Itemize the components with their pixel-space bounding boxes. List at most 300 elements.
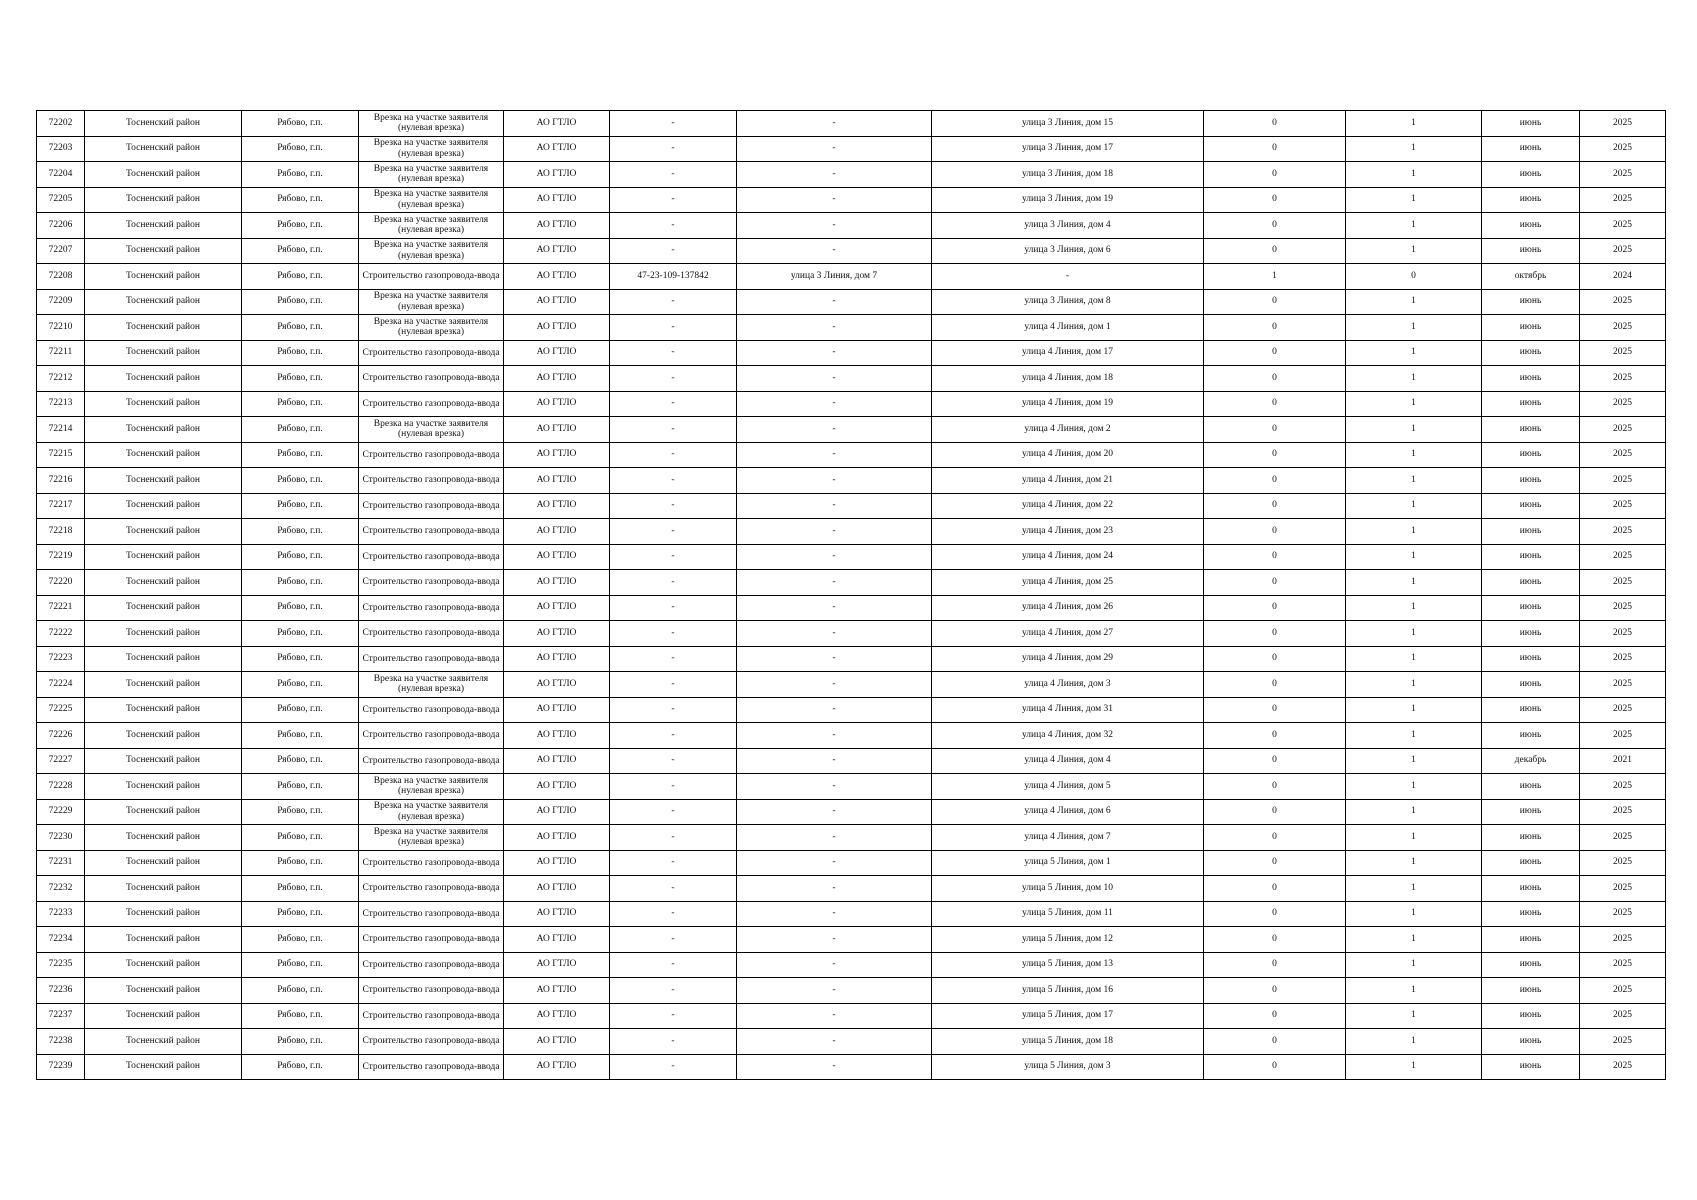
object-address-cell: - <box>737 468 932 494</box>
table-body <box>37 111 1666 1080</box>
settlement-cell: Рябово, г.п. <box>242 1029 359 1055</box>
month-cell: июнь <box>1482 901 1580 927</box>
district-cell: Тосненский район <box>85 774 242 800</box>
organization-cell: АО ГТЛО <box>504 1029 610 1055</box>
row-id-cell: 72208 <box>37 264 85 290</box>
organization-cell: АО ГТЛО <box>504 876 610 902</box>
row-id-cell: 72202 <box>37 111 85 137</box>
table-row <box>37 162 1666 188</box>
district-cell: Тосненский район <box>85 238 242 264</box>
cadastral-number-cell: - <box>610 417 737 443</box>
organization-cell: АО ГТЛО <box>504 442 610 468</box>
organization-cell: АО ГТЛО <box>504 927 610 953</box>
table-row <box>37 519 1666 545</box>
count-b-cell: 1 <box>1346 366 1482 392</box>
month-cell: июнь <box>1482 111 1580 137</box>
work-type-cell: Врезка на участке заявителя (нулевая врезка) <box>359 187 504 213</box>
count-a-cell: 0 <box>1204 136 1346 162</box>
count-b-cell: 1 <box>1346 519 1482 545</box>
address-cell: улица 3 Линия, дом 19 <box>932 187 1204 213</box>
month-cell: декабрь <box>1482 748 1580 774</box>
settlement-cell: Рябово, г.п. <box>242 901 359 927</box>
month-cell: июнь <box>1482 595 1580 621</box>
district-cell: Тосненский район <box>85 391 242 417</box>
cadastral-number-cell: - <box>610 621 737 647</box>
organization-cell: АО ГТЛО <box>504 187 610 213</box>
month-cell: июнь <box>1482 442 1580 468</box>
count-a-cell: 0 <box>1204 493 1346 519</box>
month-cell: июнь <box>1482 340 1580 366</box>
object-address-cell: - <box>737 748 932 774</box>
district-cell: Тосненский район <box>85 1003 242 1029</box>
table-row <box>37 927 1666 953</box>
settlement-cell: Рябово, г.п. <box>242 442 359 468</box>
row-id-cell: 72224 <box>37 672 85 698</box>
count-a-cell: 0 <box>1204 289 1346 315</box>
organization-cell: АО ГТЛО <box>504 901 610 927</box>
year-cell: 2025 <box>1580 850 1666 876</box>
month-cell: июнь <box>1482 519 1580 545</box>
organization-cell: АО ГТЛО <box>504 417 610 443</box>
cadastral-number-cell: - <box>610 799 737 825</box>
month-cell: июнь <box>1482 187 1580 213</box>
settlement-cell: Рябово, г.п. <box>242 315 359 341</box>
table-row <box>37 697 1666 723</box>
table-row <box>37 340 1666 366</box>
count-b-cell: 1 <box>1346 315 1482 341</box>
work-type-cell: Врезка на участке заявителя (нулевая врезка) <box>359 162 504 188</box>
settlement-cell: Рябово, г.п. <box>242 544 359 570</box>
count-a-cell: 0 <box>1204 927 1346 953</box>
organization-cell: АО ГТЛО <box>504 799 610 825</box>
cadastral-number-cell: - <box>610 315 737 341</box>
count-a-cell: 0 <box>1204 978 1346 1004</box>
year-cell: 2025 <box>1580 723 1666 749</box>
count-a-cell: 0 <box>1204 213 1346 239</box>
district-cell: Тосненский район <box>85 952 242 978</box>
object-address-cell: - <box>737 850 932 876</box>
address-cell: улица 4 Линия, дом 27 <box>932 621 1204 647</box>
settlement-cell: Рябово, г.п. <box>242 748 359 774</box>
address-cell: улица 5 Линия, дом 3 <box>932 1054 1204 1080</box>
year-cell: 2024 <box>1580 264 1666 290</box>
row-id-cell: 72211 <box>37 340 85 366</box>
address-cell: улица 4 Линия, дом 26 <box>932 595 1204 621</box>
district-cell: Тосненский район <box>85 187 242 213</box>
work-type-cell: Строительство газопровода-ввода <box>359 646 504 672</box>
year-cell: 2025 <box>1580 952 1666 978</box>
organization-cell: АО ГТЛО <box>504 111 610 137</box>
year-cell: 2025 <box>1580 1029 1666 1055</box>
district-cell: Тосненский район <box>85 340 242 366</box>
row-id-cell: 72205 <box>37 187 85 213</box>
object-address-cell: - <box>737 952 932 978</box>
count-b-cell: 1 <box>1346 1029 1482 1055</box>
object-address-cell: - <box>737 570 932 596</box>
work-type-cell: Врезка на участке заявителя (нулевая врезка) <box>359 111 504 137</box>
settlement-cell: Рябово, г.п. <box>242 672 359 698</box>
work-type-cell: Строительство газопровода-ввода <box>359 366 504 392</box>
row-id-cell: 72227 <box>37 748 85 774</box>
count-a-cell: 0 <box>1204 417 1346 443</box>
address-cell: улица 5 Линия, дом 11 <box>932 901 1204 927</box>
table-row <box>37 366 1666 392</box>
count-a-cell: 0 <box>1204 876 1346 902</box>
address-cell: улица 4 Линия, дом 32 <box>932 723 1204 749</box>
table-row <box>37 1003 1666 1029</box>
object-address-cell: - <box>737 646 932 672</box>
table-row <box>37 774 1666 800</box>
settlement-cell: Рябово, г.п. <box>242 468 359 494</box>
cadastral-number-cell: - <box>610 187 737 213</box>
month-cell: июнь <box>1482 544 1580 570</box>
object-address-cell: - <box>737 799 932 825</box>
work-type-cell: Строительство газопровода-ввода <box>359 748 504 774</box>
month-cell: июнь <box>1482 366 1580 392</box>
work-type-cell: Строительство газопровода-ввода <box>359 901 504 927</box>
row-id-cell: 72204 <box>37 162 85 188</box>
address-cell: улица 4 Линия, дом 1 <box>932 315 1204 341</box>
cadastral-number-cell: - <box>610 213 737 239</box>
month-cell: июнь <box>1482 1054 1580 1080</box>
year-cell: 2025 <box>1580 646 1666 672</box>
address-cell: улица 5 Линия, дом 12 <box>932 927 1204 953</box>
cadastral-number-cell: - <box>610 468 737 494</box>
settlement-cell: Рябово, г.п. <box>242 289 359 315</box>
row-id-cell: 72229 <box>37 799 85 825</box>
count-b-cell: 1 <box>1346 417 1482 443</box>
count-b-cell: 1 <box>1346 468 1482 494</box>
table-row <box>37 672 1666 698</box>
address-cell: улица 5 Линия, дом 16 <box>932 978 1204 1004</box>
table-row <box>37 213 1666 239</box>
count-a-cell: 0 <box>1204 1054 1346 1080</box>
district-cell: Тосненский район <box>85 1054 242 1080</box>
organization-cell: АО ГТЛО <box>504 825 610 851</box>
organization-cell: АО ГТЛО <box>504 850 610 876</box>
count-b-cell: 1 <box>1346 799 1482 825</box>
count-a-cell: 0 <box>1204 238 1346 264</box>
table-row <box>37 799 1666 825</box>
cadastral-number-cell: - <box>610 952 737 978</box>
month-cell: июнь <box>1482 289 1580 315</box>
count-a-cell: 0 <box>1204 850 1346 876</box>
row-id-cell: 72215 <box>37 442 85 468</box>
address-cell: улица 4 Линия, дом 3 <box>932 672 1204 698</box>
work-type-cell: Строительство газопровода-ввода <box>359 952 504 978</box>
month-cell: июнь <box>1482 213 1580 239</box>
count-b-cell: 1 <box>1346 289 1482 315</box>
object-address-cell: - <box>737 238 932 264</box>
year-cell: 2025 <box>1580 774 1666 800</box>
district-cell: Тосненский район <box>85 366 242 392</box>
month-cell: июнь <box>1482 1003 1580 1029</box>
settlement-cell: Рябово, г.п. <box>242 850 359 876</box>
object-address-cell: - <box>737 876 932 902</box>
count-b-cell: 1 <box>1346 1003 1482 1029</box>
settlement-cell: Рябово, г.п. <box>242 111 359 137</box>
count-b-cell: 1 <box>1346 570 1482 596</box>
table-row <box>37 825 1666 851</box>
object-address-cell: - <box>737 672 932 698</box>
work-type-cell: Строительство газопровода-ввода <box>359 1003 504 1029</box>
object-address-cell: - <box>737 595 932 621</box>
table-row <box>37 952 1666 978</box>
month-cell: июнь <box>1482 136 1580 162</box>
count-a-cell: 0 <box>1204 799 1346 825</box>
year-cell: 2025 <box>1580 238 1666 264</box>
row-id-cell: 72225 <box>37 697 85 723</box>
row-id-cell: 72230 <box>37 825 85 851</box>
organization-cell: АО ГТЛО <box>504 978 610 1004</box>
object-address-cell: - <box>737 901 932 927</box>
row-id-cell: 72223 <box>37 646 85 672</box>
object-address-cell: - <box>737 111 932 137</box>
settlement-cell: Рябово, г.п. <box>242 417 359 443</box>
settlement-cell: Рябово, г.п. <box>242 264 359 290</box>
month-cell: июнь <box>1482 621 1580 647</box>
district-cell: Тосненский район <box>85 544 242 570</box>
row-id-cell: 72212 <box>37 366 85 392</box>
count-a-cell: 0 <box>1204 340 1346 366</box>
work-type-cell: Строительство газопровода-ввода <box>359 927 504 953</box>
count-b-cell: 1 <box>1346 111 1482 137</box>
organization-cell: АО ГТЛО <box>504 672 610 698</box>
organization-cell: АО ГТЛО <box>504 723 610 749</box>
count-a-cell: 0 <box>1204 774 1346 800</box>
month-cell: июнь <box>1482 697 1580 723</box>
cadastral-number-cell: - <box>610 672 737 698</box>
year-cell: 2025 <box>1580 876 1666 902</box>
cadastral-number-cell: - <box>610 519 737 545</box>
year-cell: 2025 <box>1580 213 1666 239</box>
year-cell: 2025 <box>1580 799 1666 825</box>
organization-cell: АО ГТЛО <box>504 952 610 978</box>
address-cell: улица 4 Линия, дом 20 <box>932 442 1204 468</box>
count-a-cell: 0 <box>1204 901 1346 927</box>
settlement-cell: Рябово, г.п. <box>242 774 359 800</box>
count-a-cell: 0 <box>1204 697 1346 723</box>
count-b-cell: 1 <box>1346 238 1482 264</box>
object-address-cell: - <box>737 519 932 545</box>
district-cell: Тосненский район <box>85 799 242 825</box>
address-cell: улица 4 Линия, дом 5 <box>932 774 1204 800</box>
year-cell: 2025 <box>1580 315 1666 341</box>
organization-cell: АО ГТЛО <box>504 697 610 723</box>
count-a-cell: 0 <box>1204 391 1346 417</box>
organization-cell: АО ГТЛО <box>504 238 610 264</box>
cadastral-number-cell: - <box>610 850 737 876</box>
month-cell: июнь <box>1482 391 1580 417</box>
work-type-cell: Строительство газопровода-ввода <box>359 493 504 519</box>
count-a-cell: 0 <box>1204 723 1346 749</box>
row-id-cell: 72239 <box>37 1054 85 1080</box>
cadastral-number-cell: - <box>610 570 737 596</box>
month-cell: июнь <box>1482 493 1580 519</box>
settlement-cell: Рябово, г.п. <box>242 391 359 417</box>
month-cell: июнь <box>1482 315 1580 341</box>
count-a-cell: 0 <box>1204 366 1346 392</box>
row-id-cell: 72218 <box>37 519 85 545</box>
table-row <box>37 646 1666 672</box>
year-cell: 2025 <box>1580 1003 1666 1029</box>
count-b-cell: 1 <box>1346 723 1482 749</box>
settlement-cell: Рябово, г.п. <box>242 646 359 672</box>
count-a-cell: 0 <box>1204 111 1346 137</box>
month-cell: июнь <box>1482 672 1580 698</box>
year-cell: 2025 <box>1580 672 1666 698</box>
table-row <box>37 417 1666 443</box>
count-a-cell: 0 <box>1204 544 1346 570</box>
count-b-cell: 1 <box>1346 136 1482 162</box>
count-b-cell: 1 <box>1346 978 1482 1004</box>
month-cell: июнь <box>1482 850 1580 876</box>
district-cell: Тосненский район <box>85 213 242 239</box>
settlement-cell: Рябово, г.п. <box>242 952 359 978</box>
district-cell: Тосненский район <box>85 978 242 1004</box>
district-cell: Тосненский район <box>85 417 242 443</box>
year-cell: 2025 <box>1580 111 1666 137</box>
object-address-cell: - <box>737 1003 932 1029</box>
table-row <box>37 723 1666 749</box>
object-address-cell: - <box>737 493 932 519</box>
object-address-cell: - <box>737 289 932 315</box>
cadastral-number-cell: - <box>610 162 737 188</box>
year-cell: 2025 <box>1580 544 1666 570</box>
year-cell: 2025 <box>1580 519 1666 545</box>
work-type-cell: Врезка на участке заявителя (нулевая врезка) <box>359 289 504 315</box>
row-id-cell: 72231 <box>37 850 85 876</box>
organization-cell: АО ГТЛО <box>504 468 610 494</box>
cadastral-number-cell: - <box>610 289 737 315</box>
count-a-cell: 0 <box>1204 315 1346 341</box>
object-address-cell: - <box>737 825 932 851</box>
count-b-cell: 0 <box>1346 264 1482 290</box>
object-address-cell: - <box>737 1054 932 1080</box>
organization-cell: АО ГТЛО <box>504 774 610 800</box>
cadastral-number-cell: - <box>610 978 737 1004</box>
settlement-cell: Рябово, г.п. <box>242 519 359 545</box>
row-id-cell: 72206 <box>37 213 85 239</box>
year-cell: 2025 <box>1580 417 1666 443</box>
cadastral-number-cell: - <box>610 774 737 800</box>
address-cell: улица 4 Линия, дом 24 <box>932 544 1204 570</box>
object-address-cell: - <box>737 213 932 239</box>
row-id-cell: 72238 <box>37 1029 85 1055</box>
address-cell: улица 4 Линия, дом 23 <box>932 519 1204 545</box>
table-row <box>37 850 1666 876</box>
settlement-cell: Рябово, г.п. <box>242 825 359 851</box>
table-row <box>37 876 1666 902</box>
count-b-cell: 1 <box>1346 213 1482 239</box>
row-id-cell: 72214 <box>37 417 85 443</box>
work-type-cell: Врезка на участке заявителя (нулевая врезка) <box>359 238 504 264</box>
table-row <box>37 289 1666 315</box>
month-cell: июнь <box>1482 952 1580 978</box>
table-row <box>37 187 1666 213</box>
count-a-cell: 0 <box>1204 748 1346 774</box>
month-cell: июнь <box>1482 799 1580 825</box>
object-address-cell: - <box>737 774 932 800</box>
year-cell: 2025 <box>1580 340 1666 366</box>
month-cell: июнь <box>1482 978 1580 1004</box>
row-id-cell: 72236 <box>37 978 85 1004</box>
count-a-cell: 0 <box>1204 621 1346 647</box>
row-id-cell: 72209 <box>37 289 85 315</box>
work-type-cell: Строительство газопровода-ввода <box>359 697 504 723</box>
count-a-cell: 0 <box>1204 1029 1346 1055</box>
row-id-cell: 72219 <box>37 544 85 570</box>
address-cell: улица 4 Линия, дом 4 <box>932 748 1204 774</box>
count-a-cell: 0 <box>1204 952 1346 978</box>
row-id-cell: 72222 <box>37 621 85 647</box>
address-cell: улица 4 Линия, дом 17 <box>932 340 1204 366</box>
work-type-cell: Строительство газопровода-ввода <box>359 723 504 749</box>
table-row <box>37 595 1666 621</box>
district-cell: Тосненский район <box>85 595 242 621</box>
object-address-cell: - <box>737 442 932 468</box>
row-id-cell: 72210 <box>37 315 85 341</box>
year-cell: 2025 <box>1580 595 1666 621</box>
district-cell: Тосненский район <box>85 876 242 902</box>
cadastral-number-cell: - <box>610 1029 737 1055</box>
district-cell: Тосненский район <box>85 570 242 596</box>
row-id-cell: 72213 <box>37 391 85 417</box>
settlement-cell: Рябово, г.п. <box>242 1054 359 1080</box>
address-cell: улица 4 Линия, дом 31 <box>932 697 1204 723</box>
address-cell: улица 4 Линия, дом 25 <box>932 570 1204 596</box>
organization-cell: АО ГТЛО <box>504 1054 610 1080</box>
work-type-cell: Строительство газопровода-ввода <box>359 570 504 596</box>
object-address-cell: - <box>737 697 932 723</box>
year-cell: 2021 <box>1580 748 1666 774</box>
address-cell: улица 4 Линия, дом 21 <box>932 468 1204 494</box>
count-a-cell: 0 <box>1204 646 1346 672</box>
object-address-cell: улица 3 Линия, дом 7 <box>737 264 932 290</box>
count-a-cell: 0 <box>1204 162 1346 188</box>
work-type-cell: Врезка на участке заявителя (нулевая врезка) <box>359 799 504 825</box>
table-row <box>37 1054 1666 1080</box>
year-cell: 2025 <box>1580 289 1666 315</box>
cadastral-number-cell: - <box>610 136 737 162</box>
month-cell: июнь <box>1482 468 1580 494</box>
object-address-cell: - <box>737 544 932 570</box>
table-row <box>37 901 1666 927</box>
table-row <box>37 111 1666 137</box>
row-id-cell: 72233 <box>37 901 85 927</box>
settlement-cell: Рябово, г.п. <box>242 238 359 264</box>
row-id-cell: 72237 <box>37 1003 85 1029</box>
organization-cell: АО ГТЛО <box>504 646 610 672</box>
settlement-cell: Рябово, г.п. <box>242 570 359 596</box>
month-cell: июнь <box>1482 723 1580 749</box>
object-address-cell: - <box>737 417 932 443</box>
organization-cell: АО ГТЛО <box>504 493 610 519</box>
cadastral-number-cell: - <box>610 748 737 774</box>
count-a-cell: 0 <box>1204 825 1346 851</box>
district-cell: Тосненский район <box>85 850 242 876</box>
year-cell: 2025 <box>1580 493 1666 519</box>
cadastral-number-cell: - <box>610 901 737 927</box>
settlement-cell: Рябово, г.п. <box>242 1003 359 1029</box>
district-cell: Тосненский район <box>85 901 242 927</box>
count-a-cell: 0 <box>1204 672 1346 698</box>
object-address-cell: - <box>737 978 932 1004</box>
cadastral-number-cell: - <box>610 544 737 570</box>
address-cell: улица 3 Линия, дом 17 <box>932 136 1204 162</box>
settlement-cell: Рябово, г.п. <box>242 136 359 162</box>
organization-cell: АО ГТЛО <box>504 213 610 239</box>
